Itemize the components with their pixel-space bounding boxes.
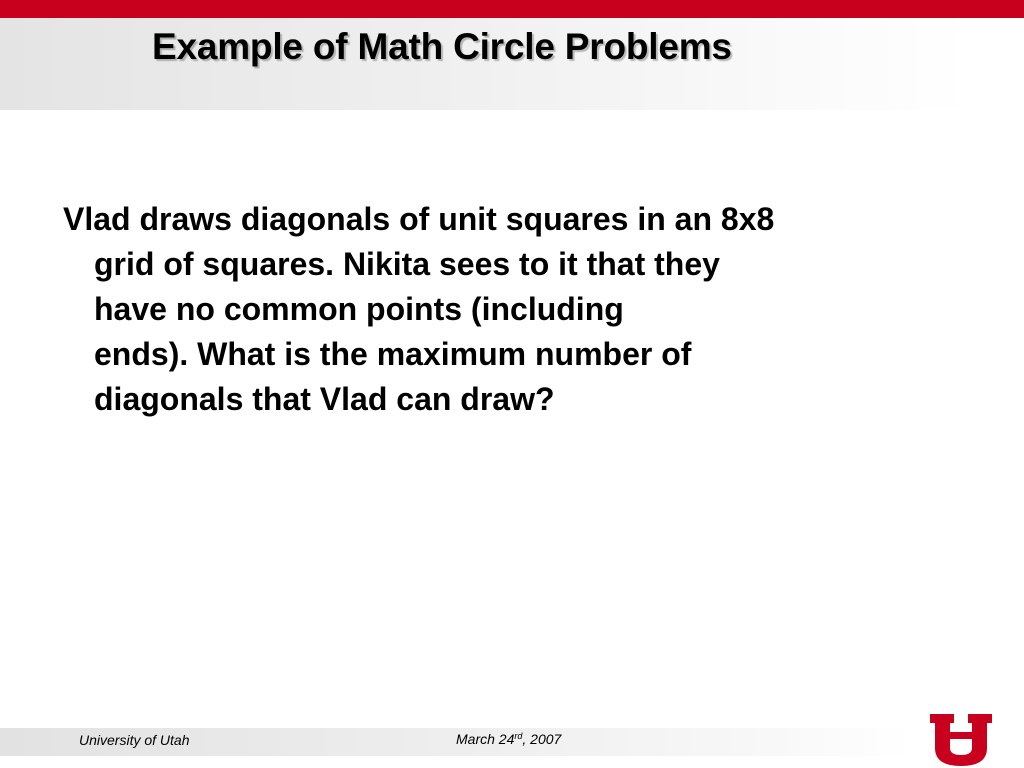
footer-date-prefix: March 24 <box>456 731 515 747</box>
footer-organization: University of Utah <box>79 732 190 748</box>
problem-line-5: diagonals that Vlad can draw? <box>94 381 555 417</box>
footer-date-suffix: , 2007 <box>522 731 562 747</box>
problem-line-3: have no common points (including <box>94 291 624 327</box>
problem-line-2: grid of squares. Nikita sees to it that they <box>94 246 720 282</box>
university-of-utah-logo-icon <box>930 714 992 768</box>
slide-title: Example of Math Circle Problems <box>152 26 732 67</box>
block-u-crossbar <box>950 732 972 739</box>
block-u-shape <box>930 714 992 766</box>
problem-line-1: Vlad draws diagonals of unit squares in an 8x8 <box>63 201 775 237</box>
footer-date <box>456 731 561 747</box>
footer-date-superscript: rd <box>514 731 523 741</box>
top-accent-bar <box>0 0 1024 18</box>
problem-text <box>63 197 963 422</box>
problem-line-4: ends). What is the maximum number of <box>94 336 692 372</box>
